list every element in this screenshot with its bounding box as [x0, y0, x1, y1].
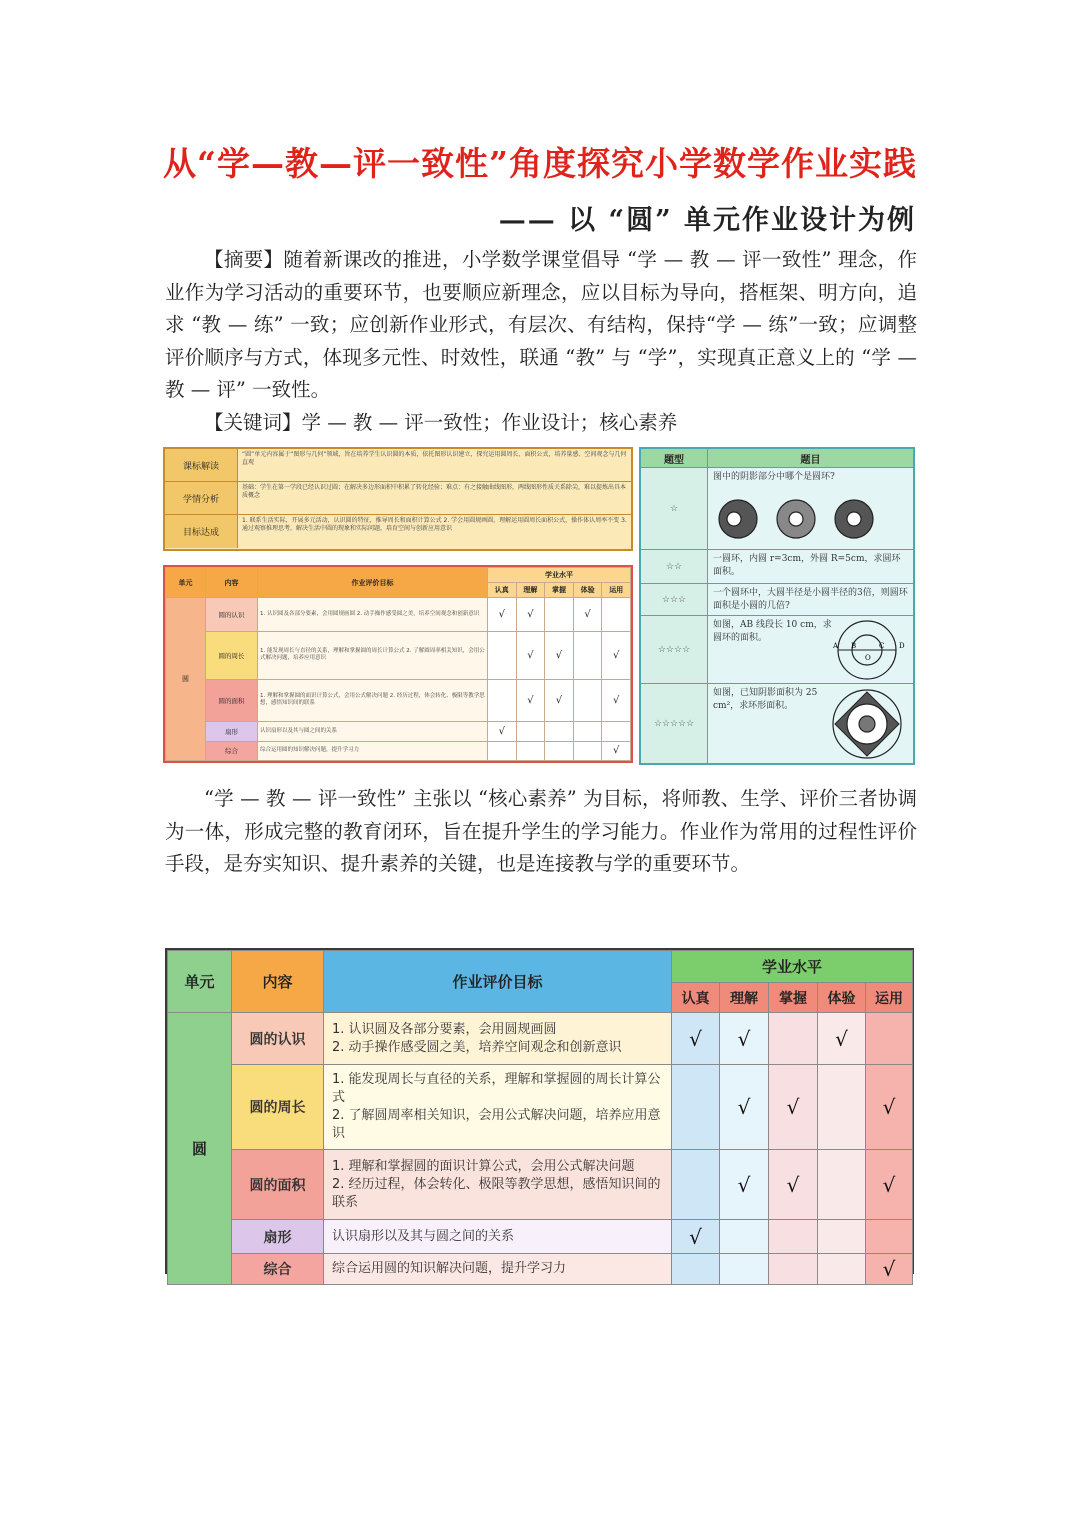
body-paragraph: “学 — 教 — 评一致性” 主张以 “核心素养” 为目标，将师教、生学、评价三者协调为一体，形成完整的教育闭环，旨在提升学生的学习能力。作业作为常用的过程性评价手段，是夯实知识、提升素养的关键，也是连接教与学的重要环节。	[165, 787, 917, 875]
mini-check-cell	[488, 741, 517, 760]
check-cell	[769, 1150, 818, 1220]
analysis-text: 1. 联系生活实际，开展多元活动，认识圆的特征，推导周长和面积计算公式 2. 学会用圆规画圆，理解运用圆周长面积公式，操作体认周率不变 3. 通过观察推理思考，解决生活中圆的现象和实际问题，培育空间与创新应用意识	[242, 517, 627, 532]
mini-goal-cell: 1. 认识圆及各部分要素，会用圆规画圆 2. 动手操作感受圆之美，培养空间观念和创新意识	[258, 598, 488, 632]
difficulty-stars: ☆☆☆☆☆	[641, 684, 708, 763]
difficulty-stars: ☆☆☆☆	[641, 616, 708, 683]
difficulty-stars: ☆☆☆	[641, 584, 708, 615]
table-row	[168, 1220, 913, 1254]
ring-inner	[847, 512, 861, 526]
content-cell: 圆的面积	[232, 1150, 324, 1220]
mini-check-cell: √	[602, 679, 631, 722]
check-mark: √	[882, 1257, 896, 1281]
mini-goal-cell: 认识扇形以及其与圆之间的关系	[258, 722, 488, 741]
question-header-question: 题目	[800, 454, 821, 466]
check-cell	[769, 1065, 818, 1150]
mini-check-cell	[516, 741, 545, 760]
mini-goal-cell: 1. 理解和掌握圆的面识计算公式，会用公式解决问题 2. 经历过程，体会转化、极限等教学思想，感悟知识间的联系	[258, 679, 488, 722]
mini-check-cell	[573, 722, 602, 741]
analysis-label: 目标达成	[165, 515, 238, 548]
analysis-row	[165, 482, 631, 515]
unit-eval-table	[165, 948, 914, 1281]
check-cell	[720, 1220, 769, 1254]
question-row	[641, 468, 913, 550]
mini-content-cell: 圆的面积	[206, 679, 258, 722]
mini-content-cell: 圆的周长	[206, 632, 258, 679]
diagram-label: O	[865, 654, 871, 662]
check-mark: √	[835, 1026, 848, 1051]
analysis-label: 学情分析	[165, 482, 238, 514]
check-mark: √	[882, 1172, 896, 1197]
question-row	[641, 550, 913, 584]
mini-check-cell: √	[488, 722, 517, 741]
unit-cell: 圆	[168, 1013, 232, 1285]
mini-check-cell	[573, 741, 602, 760]
header-level-3: 掌握	[769, 983, 818, 1013]
mini-check-cell: √	[602, 632, 631, 679]
difficulty-stars: ☆☆	[641, 550, 708, 583]
check-mark: √	[786, 1172, 800, 1197]
analysis-row	[165, 449, 631, 482]
mini-header-goal: 作业评价目标	[258, 568, 488, 598]
header-goal: 作业评价目标	[324, 951, 672, 1013]
mini-check-cell: √	[602, 741, 631, 760]
check-cell	[818, 1065, 866, 1150]
ring-inner	[727, 512, 741, 526]
mini-check-cell	[488, 632, 517, 679]
check-cell	[818, 1150, 866, 1220]
center-circle	[859, 716, 875, 732]
check-cell	[720, 1013, 769, 1065]
mini-check-cell: √	[545, 679, 574, 722]
check-mark: √	[737, 1026, 751, 1051]
body-section	[165, 783, 917, 881]
check-cell	[818, 1013, 866, 1065]
mini-content-cell: 综合	[206, 741, 258, 760]
table-row	[168, 1065, 913, 1150]
check-mark: √	[737, 1095, 751, 1119]
mini-header-level-2: 理解	[516, 583, 545, 598]
keywords-text: 【关键词】学 — 教 — 评一致性；作业设计；核心素养	[204, 410, 678, 434]
question-header-type: 题型	[641, 449, 708, 467]
mini-header-unit: 单元	[166, 568, 206, 598]
header-unit: 单元	[168, 951, 232, 1013]
abstract-text: 【摘要】随着新课改的推进，小学数学课堂倡导 “学 — 教 — 评一致性” 理念，作业作为学习活动的重要环节，也要顺应新理念，应以目标为导向，搭框架、明方向，追求 “教 — 练” 一致；应创新作业形式，有层次、有结构，保持“学 — 练”一致；应调整评价顺序与方式，体现多元性、时效性，联通 “教” 与 “学”，实现真正意义上的 “学 — 教 — 评” 一致性。	[165, 248, 917, 401]
analysis-label: 课标解读	[165, 449, 238, 481]
goal-cell: 1. 理解和掌握圆的面识计算公式，会用公式解决问题 2. 经历过程，体会转化、极限等教学思想，感悟知识间的联系	[324, 1150, 672, 1220]
question-row	[641, 684, 913, 764]
mini-check-cell	[602, 598, 631, 632]
check-cell	[720, 1254, 769, 1285]
content-cell: 圆的认识	[232, 1013, 324, 1065]
question-text: 图中的阴影部分中哪个是圆环?	[708, 468, 913, 549]
mini-check-cell: √	[516, 598, 545, 632]
question-diagram	[827, 686, 907, 762]
check-mark: √	[786, 1095, 800, 1119]
mini-check-cell: √	[488, 598, 517, 632]
mini-header-level-1: 认真	[488, 583, 517, 598]
mini-unit-cell: 圆	[166, 598, 206, 761]
mini-check-cell: √	[516, 679, 545, 722]
mini-row	[166, 679, 631, 722]
mini-check-cell	[545, 741, 574, 760]
question-diagram	[827, 618, 907, 682]
check-mark: √	[689, 1224, 702, 1249]
question-text: 一个圆环中，大圆半径是小圆半径的3倍，则圆环面积是小圆的几倍?	[708, 584, 913, 615]
mini-header-content: 内容	[206, 568, 258, 598]
content-cell: 圆的周长	[232, 1065, 324, 1150]
check-cell	[672, 1150, 720, 1220]
mini-check-cell	[573, 679, 602, 722]
mini-content-cell: 圆的认识	[206, 598, 258, 632]
analysis-row	[165, 515, 631, 548]
mini-check-cell	[545, 598, 574, 632]
mini-row	[166, 632, 631, 679]
mini-row	[166, 741, 631, 760]
header-level: 学业水平	[672, 951, 913, 983]
check-cell	[769, 1220, 818, 1254]
content-cell: 扇形	[232, 1220, 324, 1254]
header-level-5: 运用	[866, 983, 913, 1013]
mini-header-level-3: 掌握	[545, 583, 574, 598]
diagram-label: B	[851, 642, 857, 650]
question-text: 如图，已知阴影面积为 25 cm²，求环形面积。	[708, 684, 913, 763]
diagram-label: D	[899, 642, 905, 650]
mini-check-cell: √	[516, 632, 545, 679]
check-cell	[672, 1013, 720, 1065]
content-cell: 综合	[232, 1254, 324, 1285]
check-cell	[866, 1220, 913, 1254]
goal-cell: 综合运用圆的知识解决问题，提升学习力	[324, 1254, 672, 1285]
header-level-2: 理解	[720, 983, 769, 1013]
mini-check-cell: √	[573, 598, 602, 632]
table-row	[168, 1013, 913, 1065]
mini-row	[166, 598, 631, 632]
check-cell	[769, 1013, 818, 1065]
check-cell	[866, 1013, 913, 1065]
composite-figure	[163, 447, 915, 765]
check-cell	[769, 1254, 818, 1285]
mini-check-cell	[516, 722, 545, 741]
mini-check-cell: √	[545, 632, 574, 679]
goal-cell: 认识扇形以及其与圆之间的关系	[324, 1220, 672, 1254]
mini-check-cell	[573, 632, 602, 679]
mini-eval-table	[163, 565, 633, 763]
question-row	[641, 584, 913, 616]
check-cell	[672, 1254, 720, 1285]
header-level-4: 体验	[818, 983, 866, 1013]
question-text: 如图，AB 线段长 10 cm，求圆环的面积。 A B C D O	[708, 616, 913, 683]
difficulty-stars: ☆	[641, 468, 708, 549]
analysis-table	[163, 447, 633, 551]
check-mark: √	[689, 1026, 702, 1051]
analysis-text: 基础：学生在第一学段已经认识过圆；在解决多边形面积中积累了转化经验；难点：有之接触曲线图形，两线图形性质关系除尖，难以提炼出具本质概念	[242, 484, 627, 499]
check-cell	[866, 1254, 913, 1285]
mini-check-cell	[488, 679, 517, 722]
mini-header-level-5: 运用	[602, 583, 631, 598]
goal-cell: 1. 能发现周长与直径的关系，理解和掌握圆的周长计算公式 2. 了解圆周率相关知识，会用公式解决问题，培养应用意识	[324, 1065, 672, 1150]
article-subtitle: —— 以 “圆” 单元作业设计为例	[498, 205, 916, 236]
question-header	[641, 449, 913, 468]
check-cell	[818, 1220, 866, 1254]
mini-header-level: 学业水平	[488, 568, 631, 583]
analysis-text: “圆”单元内容属于“图形与几何”领域，旨在培养学生认识圆的本质，依托图形认识建立，探究运用圆周长、面积公式，培养量感、空间观念与几何直观	[242, 451, 627, 466]
header-content: 内容	[232, 951, 324, 1013]
mini-row	[166, 722, 631, 741]
mini-check-cell	[602, 722, 631, 741]
question-diagram	[716, 498, 906, 540]
question-text: 一圆环，内圆 r=3cm，外圆 R=5cm，求圆环面积。	[708, 550, 913, 583]
mini-goal-cell: 1. 能发现周长与直径的关系，理解和掌握圆的周长计算公式 2. 了解圆周率相关知识，会用公式解决问题，培养应用意识	[258, 632, 488, 679]
diagram-label: A	[833, 642, 839, 650]
check-cell	[818, 1254, 866, 1285]
diagram-label: C	[879, 642, 885, 650]
check-mark: √	[737, 1172, 751, 1197]
goal-cell: 1. 认识圆及各部分要素，会用圆规画圆 2. 动手操作感受圆之美，培养空间观念和创新意识	[324, 1013, 672, 1065]
check-cell	[672, 1065, 720, 1150]
header-level-1: 认真	[672, 983, 720, 1013]
check-cell	[866, 1150, 913, 1220]
ring-inner	[789, 512, 803, 526]
check-cell	[866, 1065, 913, 1150]
table-row	[168, 1254, 913, 1285]
check-cell	[720, 1150, 769, 1220]
mini-goal-cell: 综合运用圆的知识解决问题，提升学习力	[258, 741, 488, 760]
abstract-section	[165, 244, 917, 439]
mini-content-cell: 扇形	[206, 722, 258, 741]
article-title: 从“学—教—评一致性”角度探究小学数学作业实践	[163, 144, 917, 183]
check-cell	[672, 1220, 720, 1254]
mini-check-cell	[545, 722, 574, 741]
table-row	[168, 1150, 913, 1220]
question-row	[641, 616, 913, 684]
question-table	[639, 447, 915, 765]
check-mark: √	[882, 1095, 896, 1119]
mini-header-level-4: 体验	[573, 583, 602, 598]
check-cell	[720, 1065, 769, 1150]
